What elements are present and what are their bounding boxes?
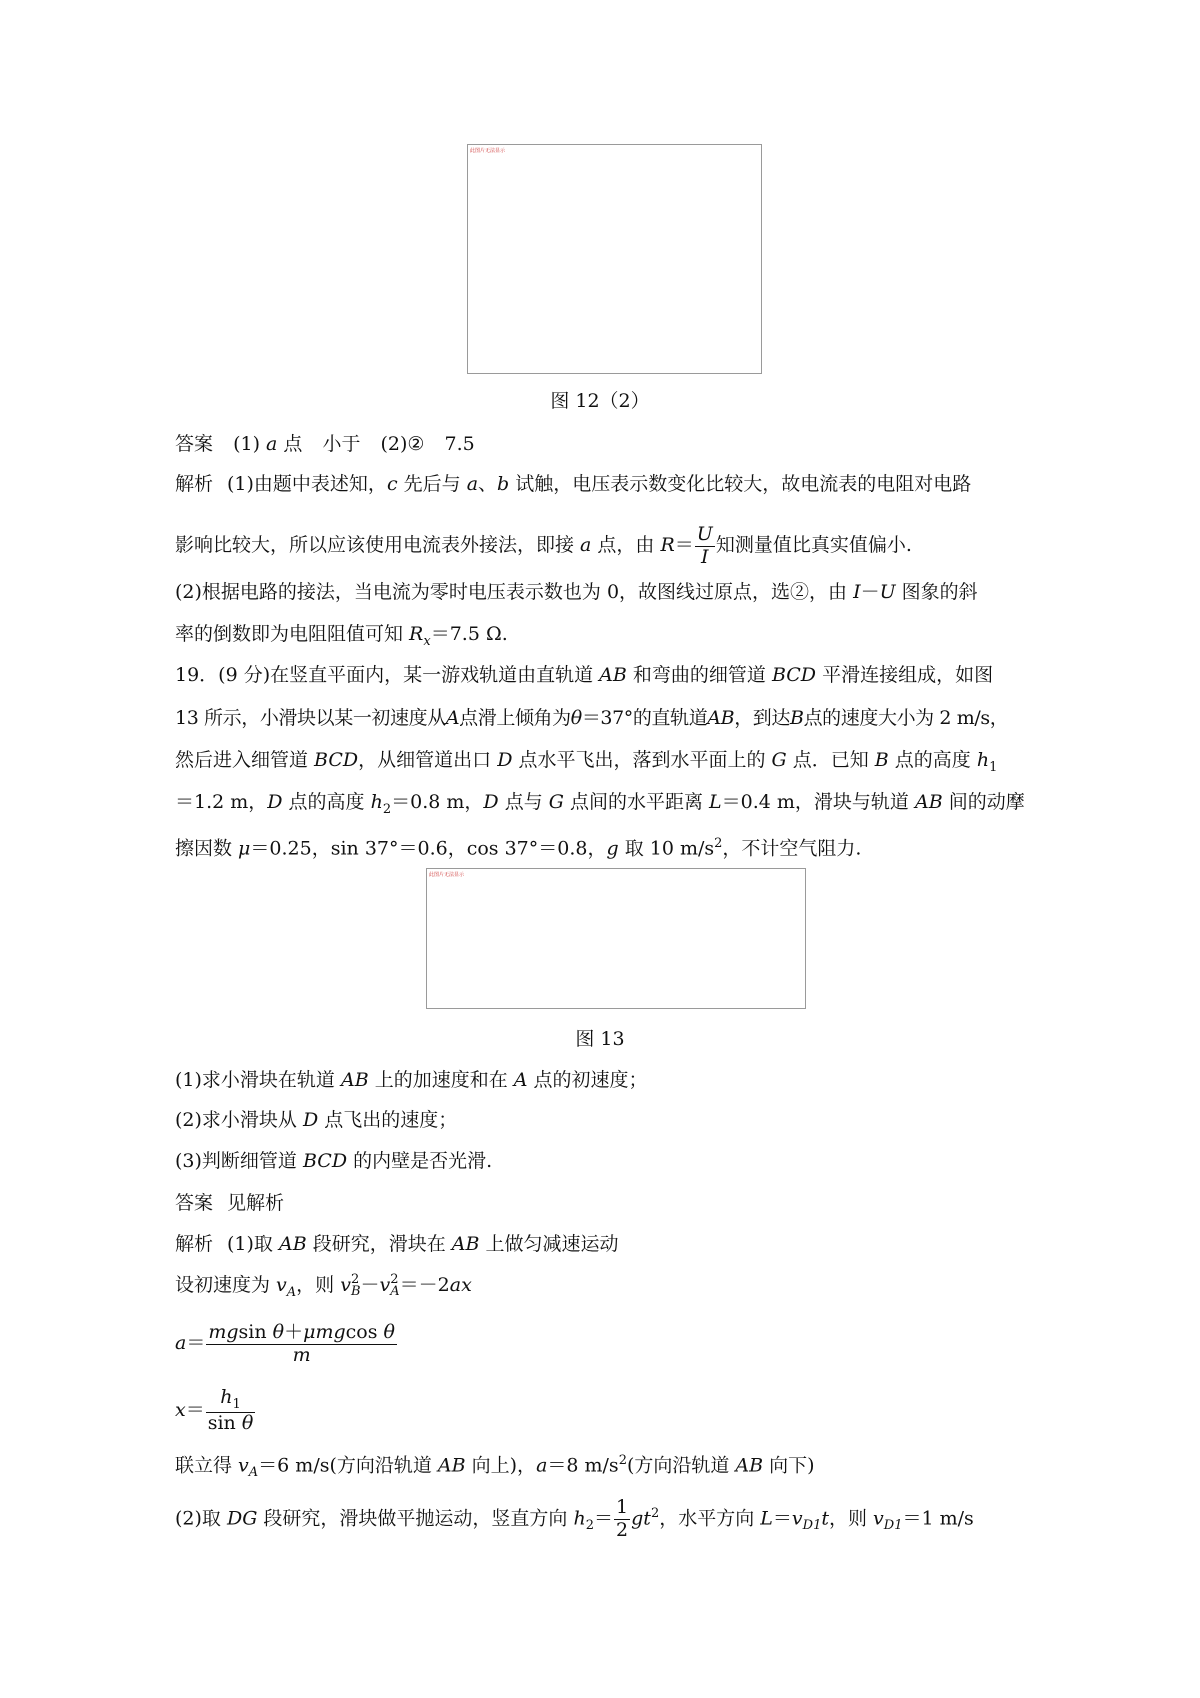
analysis-18-line-2: 影响比较大，所以应该使用电流表外接法，即接 a 点，由 R＝ $\frac{U}{I}$ 知测量值比真实值偏小. <box>175 522 912 568</box>
q19-line-1: 19．(9 分)在竖直平面内，某一游戏轨道由直轨道 AB 和弯曲的细管道 BCD 平滑连接组成，如图 <box>175 664 994 686</box>
answer-19: 答案 见解析 <box>175 1192 285 1214</box>
analysis-19-line-2: 设初速度为 $v_A$，则 v 2 B－v 2 A＝－2ax <box>175 1272 472 1300</box>
q19-line-2: 13 所示，小滑块以某一初速度从A点滑上倾角为θ＝37°的直轨道AB，到达B点的速度大小为 2 m/s， <box>175 707 1009 729</box>
image-placeholder-text: 此图片无法显示 <box>470 148 506 154</box>
analysis-19-accel-formula: a＝ $\frac{\text{mgsin θ＋μmgcos θ}}{m}$ <box>175 1320 395 1366</box>
figure-13-image <box>426 868 806 1009</box>
analysis-18-line-3: (2)根据电路的接法，当电流为零时电压表示数也为 0，故图线过原点，选②，由 I－U 图象的斜 <box>175 581 978 603</box>
analysis-19-line-6: (2)取 DG 段研究，滑块做平抛运动，竖直方向 $h_2=$ $\frac{1}{2}$ $gt^2$，水平方向 $L=v_{D1}t$，则 $v_{D1}=1$ m/s <box>175 1495 974 1541</box>
figure-12-caption: 图 12（2） <box>550 390 650 412</box>
q19-line-5: 擦因数 μ＝0.25，sin 37°＝0.6，cos 37°＝0.8，g 取 10 $m/s^2$，不计空气阻力. <box>175 836 862 860</box>
x-fraction: $\frac{h_1}{\text{sin θ}}$ <box>207 1385 254 1435</box>
u-over-i-fraction: $\frac{U}{I}$ <box>696 522 713 568</box>
answer-18: 答案 (1) a 点 小于 (2)② 7.5 <box>175 433 475 455</box>
q19-line-4: ＝1.2 m，D 点的高度 $h_2=0.8$ m，D 点与 G 点间的水平距离 L＝0.4 m，滑块与轨道 AB 间的动摩 <box>175 791 1025 817</box>
image-placeholder-text: 此图片无法显示 <box>429 872 465 878</box>
accel-fraction: $\frac{\text{mgsin θ＋μmgcos θ}}{m}$ <box>208 1320 395 1366</box>
q19-sub-1: (1)求小滑块在轨道 AB 上的加速度和在 A 点的初速度； <box>175 1069 648 1091</box>
analysis-19-line-5: 联立得 $v_A=6$ m/s(方向沿轨道 AB 向上)，a＝8 $m/s^2$(方向沿轨道 AB 向下) <box>175 1453 815 1481</box>
analysis-18-line-4: 率的倒数即为电阻阻值可知 $R_x=7.5$ Ω. <box>175 623 508 649</box>
q19-sub-2: (2)求小滑块从 D 点飞出的速度； <box>175 1109 458 1131</box>
half-fraction: $\frac{1}{2}$ <box>616 1495 629 1541</box>
figure-12-image <box>467 144 762 374</box>
analysis-18-line-1: 解析 (1)由题中表述知，c 先后与 a、b 试触，电压表示数变化比较大，故电流表的电阻对电路 <box>175 473 972 495</box>
q19-line-3: 然后进入细管道 BCD，从细管道出口 D 点水平飞出，落到水平面上的 G 点．已知 B 点的高度 $h_1$ <box>175 749 998 775</box>
figure-13-caption: 图 13 <box>575 1028 625 1050</box>
analysis-19-line-1: 解析 (1)取 AB 段研究，滑块在 AB 上做匀减速运动 <box>175 1233 619 1255</box>
q19-sub-3: (3)判断细管道 BCD 的内壁是否光滑. <box>175 1150 493 1172</box>
analysis-19-x-formula: x＝ $\frac{h_1}{\text{sin θ}}$ <box>175 1385 254 1435</box>
